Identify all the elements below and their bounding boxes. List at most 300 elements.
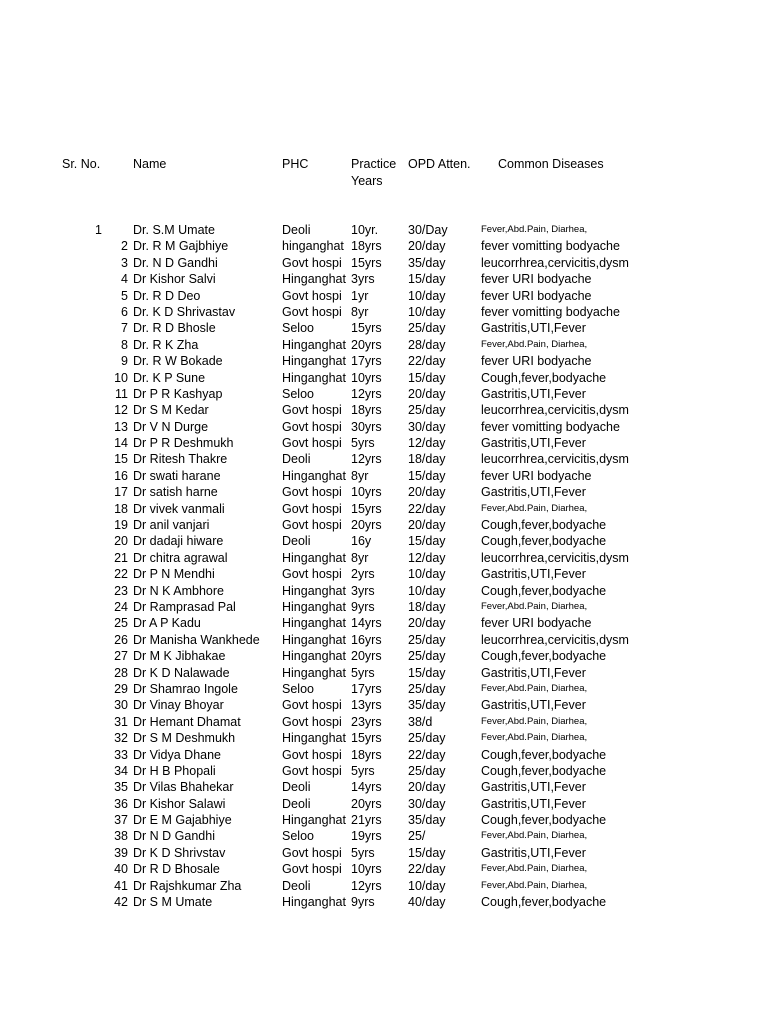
cell-phc: Hinganghat <box>282 632 346 647</box>
cell-phc: Govt hospi <box>282 747 342 762</box>
cell-name: Dr E M Gajabhiye <box>133 813 232 828</box>
cell-name: Dr S M Umate <box>133 895 213 910</box>
table-row <box>0 304 768 320</box>
cell-sr-no: 12 <box>114 403 128 418</box>
cell-name: Dr Hemant Dhamat <box>133 714 241 729</box>
cell-common-diseases: Fever,Abd.Pain, Diarhea, <box>481 830 588 842</box>
cell-phc: Govt hospi <box>282 763 342 778</box>
cell-name: Dr Kishor Salvi <box>133 272 216 287</box>
cell-name: Dr P N Mendhi <box>133 567 215 582</box>
table-row <box>0 337 768 353</box>
cell-sr-no: 21 <box>114 550 128 565</box>
cell-phc: Hinganghat <box>282 731 346 746</box>
cell-common-diseases: leucorrhrea,cervicitis,dysm <box>481 403 629 418</box>
cell-practice-years: 21yrs <box>351 813 382 828</box>
header-common-diseases: Common Diseases <box>498 157 604 171</box>
cell-opd-attendance: 28/day <box>408 337 446 352</box>
cell-opd-attendance: 20/day <box>408 239 446 254</box>
cell-common-diseases: Gastritis,UTI,Fever <box>481 567 586 582</box>
cell-name: Dr N D Gandhi <box>133 829 215 844</box>
cell-common-diseases: fever vomitting bodyache <box>481 304 620 319</box>
cell-opd-attendance: 15/day <box>408 468 446 483</box>
cell-phc: Hinganghat <box>282 272 346 287</box>
cell-name: Dr H B Phopali <box>133 763 216 778</box>
cell-name: Dr Vinay Bhoyar <box>133 698 224 713</box>
table-row <box>0 370 768 386</box>
header-opd-attendance: OPD Atten. <box>408 157 471 171</box>
cell-opd-attendance: 25/day <box>408 731 446 746</box>
cell-opd-attendance: 12/day <box>408 550 446 565</box>
cell-sr-no: 29 <box>114 681 128 696</box>
cell-phc: Seloo <box>282 386 314 401</box>
cell-common-diseases: fever vomitting bodyache <box>481 419 620 434</box>
table-row <box>0 697 768 713</box>
cell-practice-years: 15yrs <box>351 501 382 516</box>
cell-practice-years: 18yrs <box>351 747 382 762</box>
cell-practice-years: 20yrs <box>351 337 382 352</box>
table-row <box>0 288 768 304</box>
table-row <box>0 812 768 828</box>
cell-name: Dr vivek vanmali <box>133 501 225 516</box>
cell-name: Dr swati harane <box>133 468 221 483</box>
cell-practice-years: 9yrs <box>351 895 375 910</box>
cell-practice-years: 23yrs <box>351 714 382 729</box>
table-row <box>0 320 768 336</box>
cell-practice-years: 8yr <box>351 468 369 483</box>
cell-name: Dr Kishor Salawi <box>133 796 226 811</box>
cell-sr-no: 33 <box>114 747 128 762</box>
cell-practice-years: 12yrs <box>351 878 382 893</box>
cell-common-diseases: Cough,fever,bodyache <box>481 763 607 778</box>
cell-name: Dr N K Ambhore <box>133 583 225 598</box>
cell-opd-attendance: 22/day <box>408 747 446 762</box>
cell-common-diseases: Gastritis,UTI,Fever <box>481 845 586 860</box>
cell-practice-years: 5yrs <box>351 436 375 451</box>
cell-opd-attendance: 40/day <box>408 895 446 910</box>
cell-opd-attendance: 15/day <box>408 845 446 860</box>
table-row <box>0 615 768 631</box>
cell-practice-years: 12yrs <box>351 386 382 401</box>
cell-practice-years: 10yrs <box>351 485 382 500</box>
cell-sr-no: 31 <box>114 714 128 729</box>
cell-opd-attendance: 30/day <box>408 419 446 434</box>
cell-opd-attendance: 10/day <box>408 567 446 582</box>
cell-sr-no: 19 <box>114 518 128 533</box>
cell-sr-no: 5 <box>121 288 128 303</box>
cell-common-diseases: Fever,Abd.Pain, Diarhea, <box>481 682 588 694</box>
cell-name: Dr Manisha Wankhede <box>133 632 260 647</box>
cell-opd-attendance: 12/day <box>408 436 446 451</box>
cell-name: Dr P R Kashyap <box>133 386 223 401</box>
cell-practice-years: 14yrs <box>351 616 382 631</box>
cell-name: Dr Rajshkumar Zha <box>133 878 242 893</box>
cell-practice-years: 20yrs <box>351 518 382 533</box>
cell-common-diseases: Fever,Abd.Pain, Diarhea, <box>481 600 588 612</box>
cell-sr-no: 17 <box>114 485 128 500</box>
cell-sr-no: 9 <box>121 354 128 369</box>
cell-sr-no: 28 <box>114 665 128 680</box>
cell-phc: Govt hospi <box>282 501 342 516</box>
cell-opd-attendance: 15/day <box>408 534 446 549</box>
cell-phc: Hinganghat <box>282 550 346 565</box>
cell-opd-attendance: 20/day <box>408 386 446 401</box>
cell-common-diseases: Fever,Abd.Pain, Diarhea, <box>481 502 588 514</box>
table-row <box>0 451 768 467</box>
cell-sr-no: 40 <box>114 862 128 877</box>
cell-sr-no: 2 <box>121 239 128 254</box>
cell-name: Dr chitra agrawal <box>133 550 228 565</box>
cell-sr-no: 27 <box>114 649 128 664</box>
cell-phc: Hinganghat <box>282 354 346 369</box>
cell-phc: Deoli <box>282 534 311 549</box>
table-row <box>0 583 768 599</box>
cell-practice-years: 30yrs <box>351 419 382 434</box>
cell-common-diseases: Cough,fever,bodyache <box>481 534 607 549</box>
cell-phc: Govt hospi <box>282 288 342 303</box>
cell-name: Dr. N D Gandhi <box>133 255 218 270</box>
cell-name: Dr P R Deshmukh <box>133 436 234 451</box>
cell-common-diseases: leucorrhrea,cervicitis,dysm <box>481 550 629 565</box>
table-body <box>0 222 768 910</box>
cell-sr-no: 3 <box>121 255 128 270</box>
cell-name: Dr V N Durge <box>133 419 209 434</box>
cell-practice-years: 2yrs <box>351 567 375 582</box>
cell-phc: Govt hospi <box>282 485 342 500</box>
cell-phc: Hinganghat <box>282 337 346 352</box>
cell-phc: Govt hospi <box>282 419 342 434</box>
cell-name: Dr A P Kadu <box>133 616 201 631</box>
table-row <box>0 501 768 517</box>
cell-opd-attendance: 25/day <box>408 649 446 664</box>
cell-name: Dr. S.M Umate <box>133 223 215 237</box>
cell-sr-no: 30 <box>114 698 128 713</box>
header-sr-no: Sr. No. <box>62 157 101 171</box>
cell-practice-years: 18yrs <box>351 239 382 254</box>
cell-common-diseases: Fever,Abd.Pain, Diarhea, <box>481 715 588 727</box>
cell-opd-attendance: 25/day <box>408 681 446 696</box>
cell-common-diseases: Fever,Abd.Pain, Diarhea, <box>481 863 588 875</box>
cell-practice-years: 16yrs <box>351 632 382 647</box>
header-name: Name <box>133 157 167 171</box>
cell-phc: Hinganghat <box>282 583 346 598</box>
cell-name: Dr Vilas Bhahekar <box>133 780 234 795</box>
cell-phc: Seloo <box>282 681 314 696</box>
cell-practice-years: 15yrs <box>351 255 382 270</box>
cell-name: Dr dadaji hiware <box>133 534 224 549</box>
cell-name: Dr K D Nalawade <box>133 665 230 680</box>
cell-opd-attendance: 20/day <box>408 616 446 631</box>
cell-phc: Hinganghat <box>282 599 346 614</box>
cell-practice-years: 10yr. <box>351 223 379 237</box>
cell-name: Dr. R M Gajbhiye <box>133 239 229 254</box>
cell-common-diseases: leucorrhrea,cervicitis,dysm <box>481 255 629 270</box>
cell-common-diseases: Gastritis,UTI,Fever <box>481 780 586 795</box>
cell-phc: Deoli <box>282 796 311 811</box>
cell-opd-attendance: 10/day <box>408 583 446 598</box>
table-row <box>0 730 768 746</box>
cell-opd-attendance: 18/day <box>408 452 446 467</box>
cell-common-diseases: Gastritis,UTI,Fever <box>481 698 586 713</box>
cell-name: Dr R D Bhosale <box>133 862 220 877</box>
cell-phc: Deoli <box>282 223 311 237</box>
table-row <box>0 894 768 910</box>
table-row <box>0 566 768 582</box>
cell-opd-attendance: 10/day <box>408 304 446 319</box>
cell-phc: Hinganghat <box>282 616 346 631</box>
cell-opd-attendance: 35/day <box>408 255 446 270</box>
cell-practice-years: 15yrs <box>351 731 382 746</box>
table-row <box>0 648 768 664</box>
cell-opd-attendance: 10/day <box>408 878 446 893</box>
cell-phc: Govt hospi <box>282 518 342 533</box>
cell-practice-years: 5yrs <box>351 763 375 778</box>
cell-opd-attendance: 22/day <box>408 354 446 369</box>
cell-name: Dr Vidya Dhane <box>133 747 222 762</box>
table-row <box>0 763 768 779</box>
cell-opd-attendance: 25/day <box>408 763 446 778</box>
cell-opd-attendance: 18/day <box>408 599 446 614</box>
cell-common-diseases: Fever,Abd.Pain, Diarhea, <box>481 338 588 350</box>
cell-opd-attendance: 15/day <box>408 665 446 680</box>
cell-opd-attendance: 30/day <box>408 796 446 811</box>
cell-sr-no: 38 <box>114 829 128 844</box>
table-row <box>0 533 768 549</box>
cell-sr-no: 6 <box>121 304 128 319</box>
cell-common-diseases: Fever,Abd.Pain, Diarhea, <box>481 879 588 891</box>
table-row <box>0 419 768 435</box>
cell-name: Dr S M Kedar <box>133 403 209 418</box>
cell-common-diseases: Cough,fever,bodyache <box>481 649 607 664</box>
cell-common-diseases: fever URI bodyache <box>481 354 592 369</box>
cell-opd-attendance: 25/day <box>408 403 446 418</box>
cell-sr-no: 11 <box>115 386 128 401</box>
cell-practice-years: 3yrs <box>351 583 375 598</box>
cell-sr-no: 37 <box>114 813 128 828</box>
cell-practice-years: 10yrs <box>351 862 382 877</box>
cell-name: Dr S M Deshmukh <box>133 731 236 746</box>
cell-name: Dr. R K Zha <box>133 337 199 352</box>
cell-sr-no: 4 <box>121 272 128 287</box>
cell-practice-years: 19yrs <box>351 829 382 844</box>
cell-sr-no: 15 <box>114 452 128 467</box>
cell-opd-attendance: 30/Day <box>408 223 448 237</box>
cell-sr-no: 13 <box>114 419 128 434</box>
cell-common-diseases: Gastritis,UTI,Fever <box>481 665 586 680</box>
cell-phc: Govt hospi <box>282 436 342 451</box>
table-row <box>0 468 768 484</box>
cell-sr-no: 23 <box>114 583 128 598</box>
table-row <box>0 550 768 566</box>
table-row <box>0 353 768 369</box>
cell-opd-attendance: 20/day <box>408 780 446 795</box>
table-row <box>0 828 768 844</box>
cell-phc: Deoli <box>282 878 311 893</box>
cell-practice-years: 17yrs <box>351 354 382 369</box>
cell-opd-attendance: 15/day <box>408 370 446 385</box>
cell-opd-attendance: 22/day <box>408 862 446 877</box>
table-row <box>0 878 768 894</box>
cell-phc: Deoli <box>282 780 311 795</box>
cell-practice-years: 20yrs <box>351 796 382 811</box>
cell-sr-no: 35 <box>114 780 128 795</box>
cell-phc: Hinganghat <box>282 468 346 483</box>
cell-practice-years: 5yrs <box>351 845 375 860</box>
cell-phc: Hinganghat <box>282 649 346 664</box>
cell-common-diseases: leucorrhrea,cervicitis,dysm <box>481 632 629 647</box>
cell-name: Dr anil vanjari <box>133 518 210 533</box>
cell-common-diseases: fever URI bodyache <box>481 288 592 303</box>
cell-name: Dr Ramprasad Pal <box>133 599 236 614</box>
cell-name: Dr satish harne <box>133 485 218 500</box>
cell-name: Dr M K Jibhakae <box>133 649 226 664</box>
header-practice-years: Practice Years <box>351 157 397 188</box>
cell-sr-no: 39 <box>114 845 128 860</box>
table-row <box>0 484 768 500</box>
table-row <box>0 435 768 451</box>
table-row <box>0 779 768 795</box>
cell-practice-years: 1yr <box>351 288 369 303</box>
cell-opd-attendance: 25/day <box>408 632 446 647</box>
table-row <box>0 271 768 287</box>
cell-practice-years: 18yrs <box>351 403 382 418</box>
cell-common-diseases: Cough,fever,bodyache <box>481 895 607 910</box>
cell-sr-no: 20 <box>114 534 128 549</box>
cell-opd-attendance: 35/day <box>408 698 446 713</box>
table-row <box>0 222 768 238</box>
cell-practice-years: 20yrs <box>351 649 382 664</box>
cell-sr-no: 24 <box>114 599 128 614</box>
cell-common-diseases: Cough,fever,bodyache <box>481 583 607 598</box>
cell-practice-years: 3yrs <box>351 272 375 287</box>
cell-practice-years: 8yr <box>351 550 369 565</box>
cell-opd-attendance: 15/day <box>408 272 446 287</box>
cell-phc: Hinganghat <box>282 665 346 680</box>
cell-opd-attendance: 35/day <box>408 813 446 828</box>
cell-common-diseases: Cough,fever,bodyache <box>481 813 607 828</box>
cell-name: Dr. K D Shrivastav <box>133 304 236 319</box>
cell-phc: hinganghat <box>282 239 344 254</box>
table-row <box>0 665 768 681</box>
cell-common-diseases: leucorrhrea,cervicitis,dysm <box>481 452 629 467</box>
cell-common-diseases: fever vomitting bodyache <box>481 239 620 254</box>
table-row <box>0 796 768 812</box>
table-row <box>0 599 768 615</box>
table-row <box>0 714 768 730</box>
cell-phc: Govt hospi <box>282 714 342 729</box>
table-row <box>0 402 768 418</box>
cell-practice-years: 16y <box>351 534 372 549</box>
cell-name: Dr Shamrao Ingole <box>133 681 238 696</box>
cell-phc: Govt hospi <box>282 403 342 418</box>
cell-practice-years: 15yrs <box>351 321 382 336</box>
table-row <box>0 238 768 254</box>
cell-opd-attendance: 22/day <box>408 501 446 516</box>
cell-sr-no: 25 <box>114 616 128 631</box>
table-row <box>0 681 768 697</box>
cell-sr-no: 8 <box>121 337 128 352</box>
cell-practice-years: 17yrs <box>351 681 382 696</box>
cell-sr-no: 34 <box>114 763 128 778</box>
cell-practice-years: 5yrs <box>351 665 375 680</box>
header-phc: PHC <box>282 157 309 171</box>
cell-phc: Govt hospi <box>282 698 342 713</box>
cell-practice-years: 8yr <box>351 304 369 319</box>
cell-name: Dr. K P Sune <box>133 370 206 385</box>
cell-name: Dr K D Shrivstav <box>133 845 226 860</box>
cell-common-diseases: Cough,fever,bodyache <box>481 370 607 385</box>
cell-sr-no: 14 <box>114 436 128 451</box>
cell-opd-attendance: 38/d <box>408 714 433 729</box>
cell-phc: Hinganghat <box>282 895 346 910</box>
cell-common-diseases: fever URI bodyache <box>481 616 592 631</box>
cell-phc: Govt hospi <box>282 845 342 860</box>
table-row <box>0 845 768 861</box>
table-row <box>0 861 768 877</box>
cell-common-diseases: fever URI bodyache <box>481 468 592 483</box>
table-row <box>0 632 768 648</box>
cell-opd-attendance: 10/day <box>408 288 446 303</box>
cell-phc: Govt hospi <box>282 255 342 270</box>
cell-common-diseases: Cough,fever,bodyache <box>481 747 607 762</box>
cell-opd-attendance: 20/day <box>408 518 446 533</box>
cell-practice-years: 10yrs <box>351 370 382 385</box>
cell-practice-years: 9yrs <box>351 599 375 614</box>
cell-common-diseases: Gastritis,UTI,Fever <box>481 485 586 500</box>
cell-sr-no: 1 <box>95 223 102 237</box>
cell-phc: Govt hospi <box>282 304 342 319</box>
cell-opd-attendance: 25/ <box>408 829 426 844</box>
cell-common-diseases: Cough,fever,bodyache <box>481 518 607 533</box>
cell-sr-no: 7 <box>121 321 128 336</box>
cell-phc: Hinganghat <box>282 813 346 828</box>
cell-sr-no: 10 <box>114 370 128 385</box>
table-row <box>0 747 768 763</box>
cell-phc: Hinganghat <box>282 370 346 385</box>
cell-sr-no: 26 <box>114 632 128 647</box>
cell-practice-years: 13yrs <box>351 698 382 713</box>
cell-phc: Seloo <box>282 829 314 844</box>
cell-sr-no: 18 <box>114 501 128 516</box>
cell-common-diseases: fever URI bodyache <box>481 272 592 287</box>
cell-practice-years: 14yrs <box>351 780 382 795</box>
cell-phc: Govt hospi <box>282 862 342 877</box>
cell-sr-no: 41 <box>114 878 128 893</box>
table-row <box>0 386 768 402</box>
table-row <box>0 517 768 533</box>
cell-sr-no: 16 <box>114 468 128 483</box>
cell-common-diseases: Fever,Abd.Pain, Diarhea, <box>481 224 588 235</box>
cell-phc: Deoli <box>282 452 311 467</box>
cell-sr-no: 22 <box>114 567 128 582</box>
cell-common-diseases: Gastritis,UTI,Fever <box>481 321 586 336</box>
cell-name: Dr. R W Bokade <box>133 354 223 369</box>
cell-common-diseases: Gastritis,UTI,Fever <box>481 386 586 401</box>
cell-sr-no: 36 <box>114 796 128 811</box>
cell-name: Dr. R D Deo <box>133 288 201 303</box>
cell-opd-attendance: 20/day <box>408 485 446 500</box>
cell-name: Dr. R D Bhosle <box>133 321 216 336</box>
table-row <box>0 255 768 271</box>
cell-phc: Seloo <box>282 321 314 336</box>
cell-common-diseases: Gastritis,UTI,Fever <box>481 796 586 811</box>
cell-opd-attendance: 25/day <box>408 321 446 336</box>
cell-name: Dr Ritesh Thakre <box>133 452 228 467</box>
cell-phc: Govt hospi <box>282 567 342 582</box>
cell-common-diseases: Gastritis,UTI,Fever <box>481 436 586 451</box>
cell-common-diseases: Fever,Abd.Pain, Diarhea, <box>481 732 588 744</box>
cell-sr-no: 42 <box>114 895 128 910</box>
cell-sr-no: 32 <box>114 731 128 746</box>
